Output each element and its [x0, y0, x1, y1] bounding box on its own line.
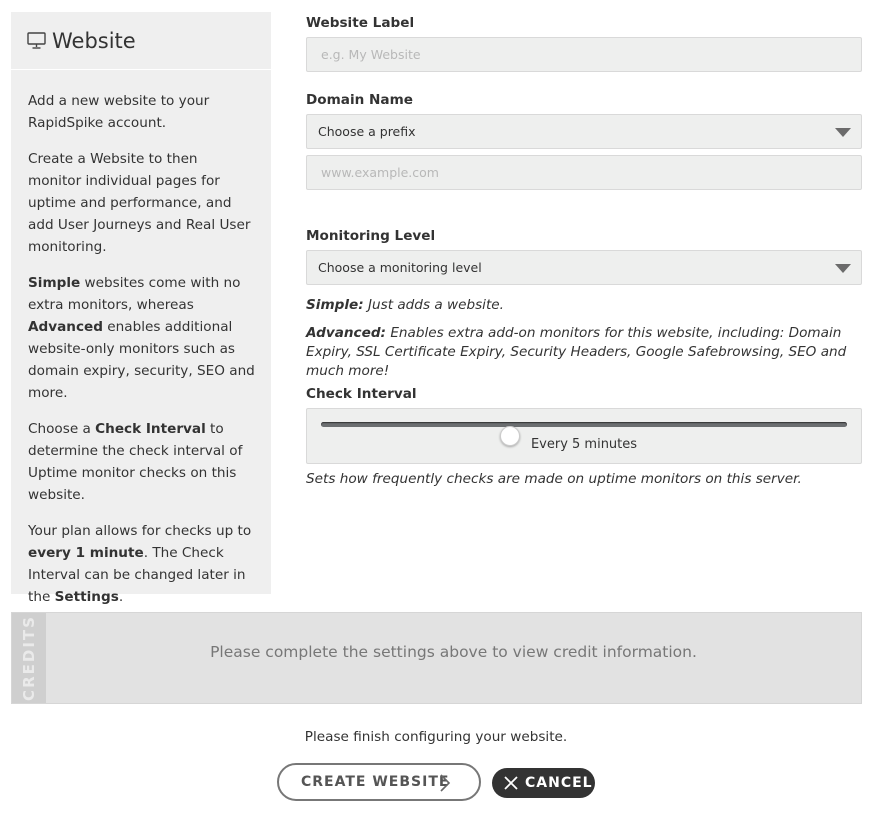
plan-text-start: Your plan allows for checks up to	[28, 523, 252, 539]
create-website-label: CREATE WEBSITE	[301, 774, 450, 790]
level-description	[28, 272, 255, 404]
advanced-note	[306, 324, 862, 381]
interval-value: Every 5 minutes	[530, 437, 638, 452]
slider-track[interactable]	[321, 422, 847, 427]
sidebar-header	[11, 12, 271, 70]
check-interval-heading: Check Interval	[306, 386, 417, 402]
level-text-end: enables additional website-only monitors such as domain expiry, security, SEO and more.	[28, 319, 255, 401]
prefix-select[interactable]	[306, 114, 862, 149]
interval-text-start: Choose a	[28, 421, 96, 437]
simple-note-text: Just adds a website.	[363, 297, 504, 313]
credits-message: Please complete the settings above to view credit information.	[210, 643, 697, 661]
check-interval-keyword: Check Interval	[95, 421, 206, 437]
chevron-right-icon	[439, 774, 451, 792]
finish-message: Please finish configuring your website.	[304, 729, 568, 745]
prefix-select-value: Choose a prefix	[318, 124, 416, 139]
close-icon	[504, 776, 518, 790]
interval-description	[28, 418, 255, 506]
simple-note	[306, 296, 504, 315]
domain-input[interactable]: www.example.com	[306, 155, 862, 190]
website-label-heading: Website Label	[306, 15, 415, 31]
sidebar-body	[11, 70, 271, 608]
sidebar-title: Website	[52, 28, 136, 53]
chevron-down-icon	[835, 128, 851, 137]
advanced-note-text: Enables extra add-on monitors for this website, including: Domain Expiry, SSL Certificate Expiry, Security Headers, Google Safebrowsing, SEO and much more!	[306, 325, 847, 379]
plan-limit: every 1 minute	[28, 545, 144, 561]
monitoring-level-select[interactable]	[306, 250, 862, 285]
interval-text-end: to determine the check interval of Uptime monitor checks on this website.	[28, 421, 243, 503]
cancel-label: CANCEL	[525, 775, 593, 791]
simple-keyword: Simple	[28, 275, 81, 291]
monitoring-level-heading: Monitoring Level	[306, 228, 436, 244]
domain-name-heading: Domain Name	[306, 92, 413, 108]
monitor-icon	[27, 32, 46, 50]
settings-keyword: Settings	[54, 589, 119, 605]
create-website-button[interactable]	[277, 763, 481, 801]
advanced-keyword: Advanced	[28, 319, 103, 335]
plan-text-mid: . The Check Interval can be changed later in the	[28, 545, 246, 605]
intro-text: Add a new website to your RapidSpike account.	[28, 93, 210, 131]
monitoring-level-value: Choose a monitoring level	[318, 260, 482, 275]
cancel-button[interactable]	[492, 768, 595, 798]
check-interval-slider-box	[306, 408, 862, 464]
info-sidebar	[11, 12, 271, 605]
credits-panel	[11, 612, 862, 704]
simple-note-title: Simple:	[306, 297, 364, 313]
level-text-mid: websites come with no extra monitors, whereas	[28, 275, 241, 313]
credits-tab	[12, 613, 46, 703]
advanced-note-title: Advanced:	[306, 325, 386, 341]
interval-note: Sets how frequently checks are made on uptime monitors on this server.	[306, 471, 802, 487]
plan-description	[28, 520, 255, 608]
create-description: Create a Website to then monitor individual pages for uptime and performance, and add User Journeys and Real User monitoring.	[28, 151, 251, 255]
plan-text-end: .	[118, 589, 124, 605]
website-label-input[interactable]: e.g. My Website	[306, 37, 862, 72]
credits-tab-label: CREDITS	[20, 615, 38, 701]
chevron-down-icon	[835, 264, 851, 273]
